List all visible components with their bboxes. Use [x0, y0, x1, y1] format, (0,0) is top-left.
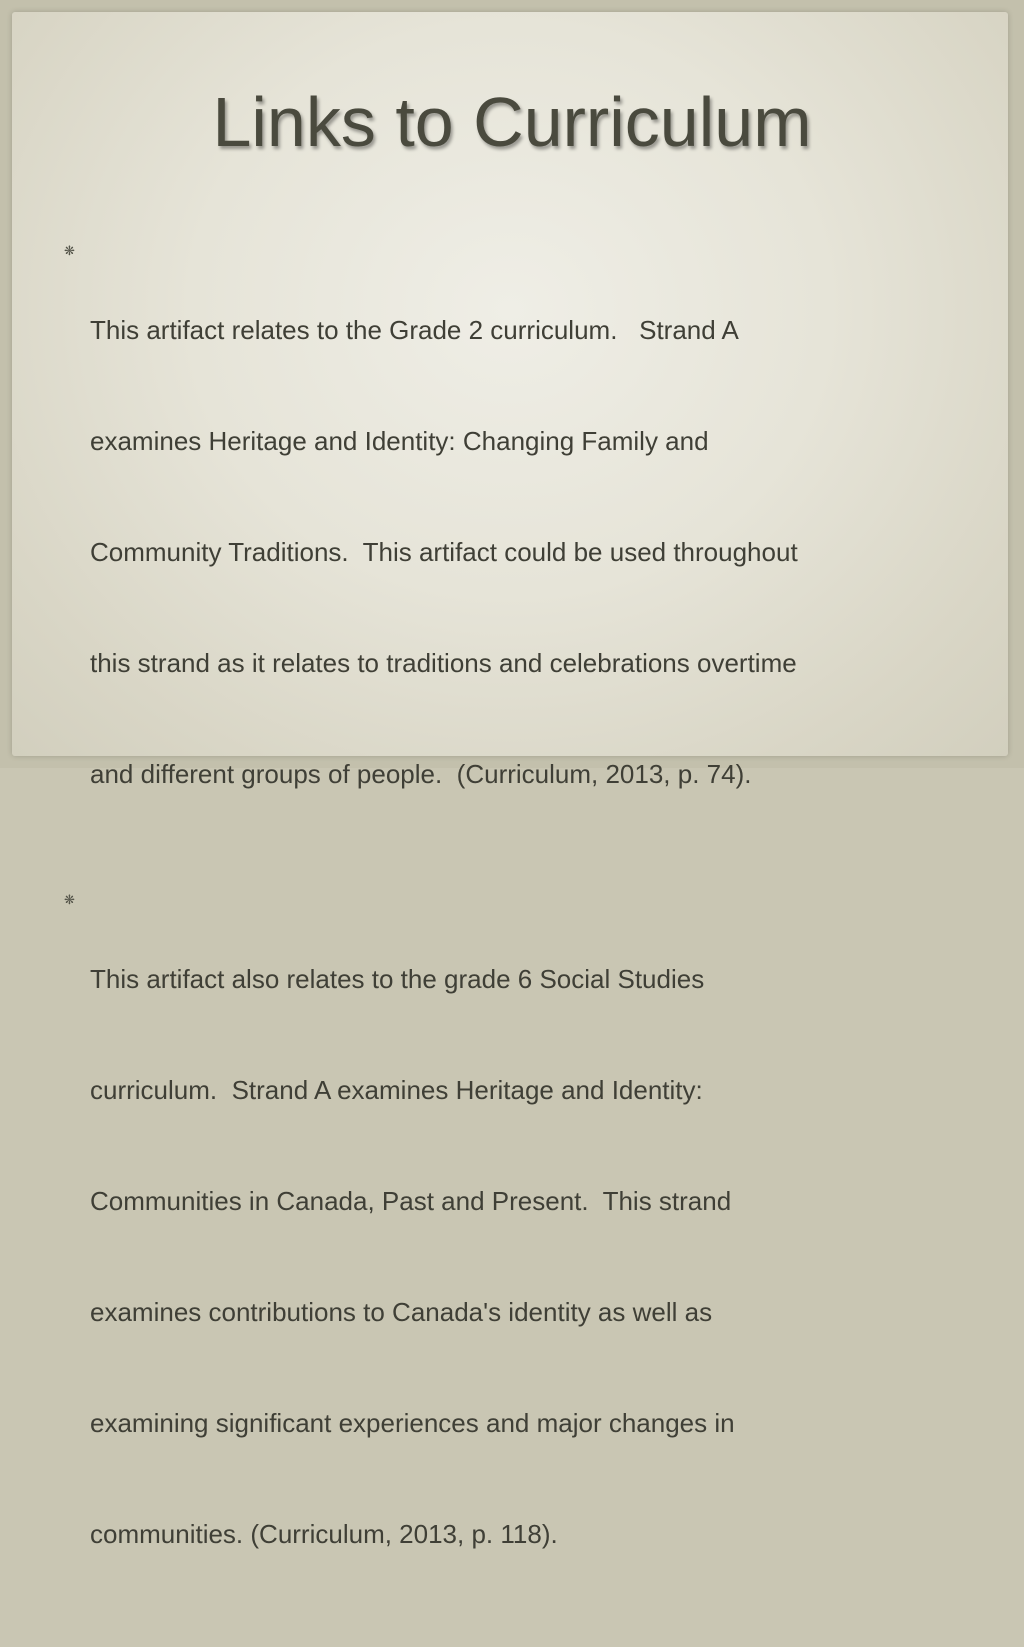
bullet-line: this strand as it relates to traditions and celebrations overtime — [90, 648, 797, 678]
bullet-line: Communities in Canada, Past and Present. This strand — [90, 1186, 732, 1216]
bullet-item — [64, 238, 964, 867]
asterisk-bullet-icon: ❋ — [64, 244, 75, 259]
bullet-text — [90, 887, 964, 1627]
bullet-line: examines contributions to Canada's identity as well as — [90, 1297, 713, 1327]
bullet-list — [64, 238, 964, 1647]
asterisk-bullet-icon: ❋ — [64, 893, 75, 908]
bullet-line: examines Heritage and Identity: Changing Family and — [90, 426, 709, 456]
bullet-line: This artifact relates to the Grade 2 curriculum. Strand A — [90, 315, 739, 345]
bullet-text — [90, 238, 964, 867]
bullet-line: This artifact also relates to the grade 6 Social Studies — [90, 964, 705, 994]
bullet-item — [64, 887, 964, 1627]
bullet-line: and different groups of people. (Curriculum, 2013, p. 74). — [90, 759, 752, 789]
bullet-line: curriculum. Strand A examines Heritage and Identity: — [90, 1075, 703, 1105]
bullet-line: Community Traditions. This artifact could be used throughout — [90, 537, 798, 567]
bullet-line: examining significant experiences and major changes in — [90, 1408, 735, 1438]
bullet-line: communities. (Curriculum, 2013, p. 118). — [90, 1519, 558, 1549]
slide-title: Links to Curriculum — [212, 83, 812, 161]
slide — [12, 12, 1008, 1549]
